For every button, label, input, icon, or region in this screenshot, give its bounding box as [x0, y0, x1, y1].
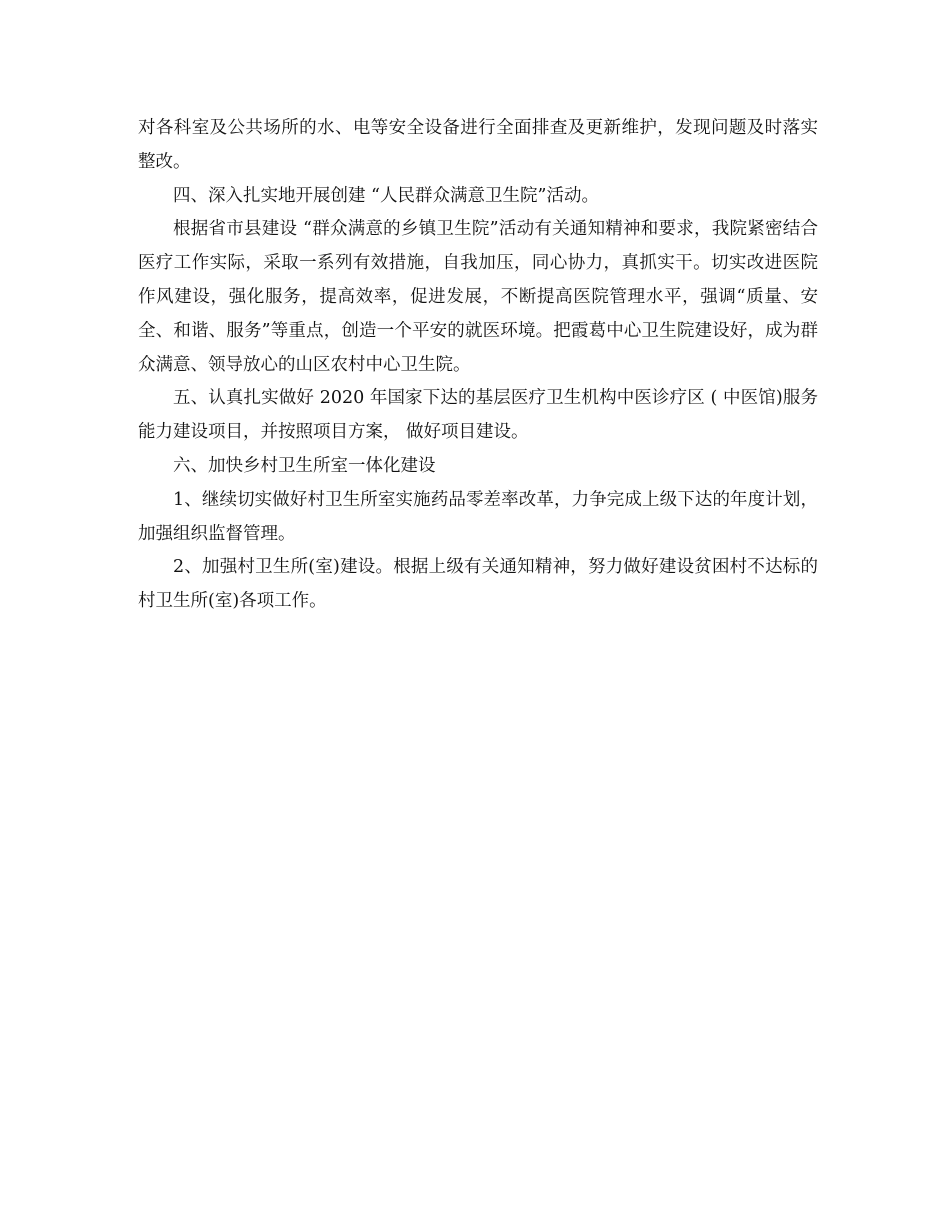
paragraph-section-five: 五、认真扎实做好 2020 年国家下达的基层医疗卫生机构中医诊疗区 ( 中医馆)服务能力建设项目，并按照项目方案， 做好项目建设。: [138, 388, 818, 443]
paragraph-section-six-heading: 六、加快乡村卫生所室一体化建设: [173, 455, 436, 476]
paragraph-section-four-body: 根据省市县建设 “群众满意的乡镇卫生院”活动有关通知精神和要求，我院紧密结合医疗工作实际，采取一系列有效措施，自我加压，同心协力，真抓实干。切实改进医院作风建设，强化服务，提高效率，促进发展，不断提高医院管理水平，强调“质量、安全、和谐、服务”等重点，创造一个平安的就医环境。把霞葛中心卫生院建设好，成为群众满意、领导放心的山区农村中心卫生院。: [138, 219, 818, 375]
document-body: [138, 112, 818, 619]
paragraph-continuation: 对各科室及公共场所的水、电等安全设备进行全面排查及更新维护，发现问题及时落实整改。: [138, 118, 818, 172]
paragraph-item-one: 1、继续切实做好村卫生所室实施药品零差率改革，力争完成上级下达的年度计划，加强组织监督管理。: [138, 489, 818, 544]
paragraph-section-four-heading: 四、深入扎实地开展创建 “人民群众满意卫生院”活动。: [173, 185, 599, 206]
paragraph-item-two: 2、加强村卫生所(室)建设。根据上级有关通知精神，努力做好建设贫困村不达标的村卫生所(室)各项工作。: [138, 557, 818, 612]
